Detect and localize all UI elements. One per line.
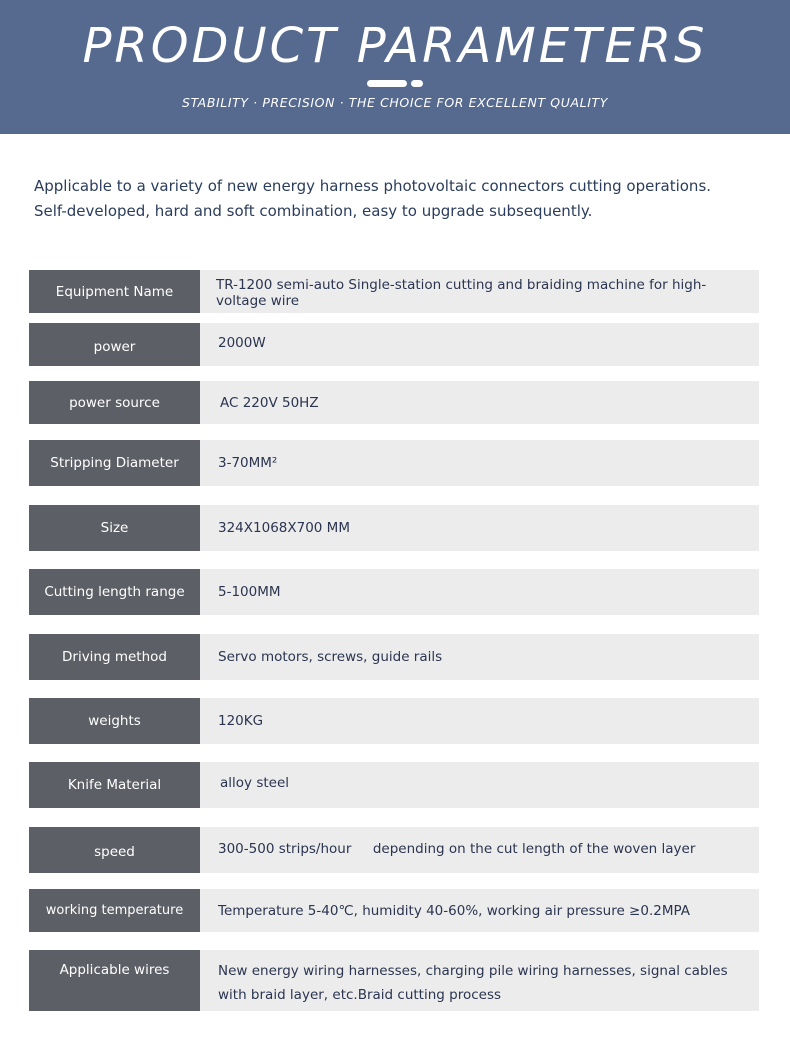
header-banner — [0, 0, 790, 134]
param-label: Applicable wires — [29, 950, 200, 1011]
param-label: Driving method — [29, 634, 200, 680]
param-row-cutting-length-range — [29, 569, 759, 615]
param-value: 120KG — [200, 698, 759, 744]
param-value: AC 220V 50HZ — [200, 381, 759, 424]
intro-line-1: Applicable to a variety of new energy harness photovoltaic connectors cutting operations. — [34, 177, 712, 195]
param-row-stripping-diameter — [29, 440, 759, 486]
param-label: Equipment Name — [29, 270, 200, 313]
param-value: 324X1068X700 MM — [200, 505, 759, 551]
param-row-power-source — [29, 381, 759, 424]
title-divider-short — [411, 80, 423, 87]
param-label: Knife Material — [29, 762, 200, 808]
param-row-knife-material — [29, 762, 759, 808]
param-label: Cutting length range — [29, 569, 200, 615]
param-label: Size — [29, 505, 200, 551]
param-label: working temperature — [29, 889, 200, 932]
title-divider-long — [367, 80, 407, 87]
page-title: PRODUCT PARAMETERS — [82, 18, 708, 74]
param-row-weights — [29, 698, 759, 744]
param-label: Stripping Diameter — [29, 440, 200, 486]
param-value: 3-70MM² — [200, 440, 759, 486]
page-subtitle: STABILITY · PRECISION · THE CHOICE FOR EXCELLENT QUALITY — [182, 95, 608, 110]
param-value: 2000W — [200, 323, 759, 366]
param-row-speed — [29, 827, 759, 873]
param-value: alloy steel — [200, 762, 759, 808]
param-label: power source — [29, 381, 200, 424]
param-label: power — [29, 323, 200, 366]
param-value: New energy wiring harnesses, charging pile wiring harnesses, signal cables with braid layer, etc.Braid cutting process — [200, 950, 759, 1011]
param-row-applicable-wires — [29, 950, 759, 1011]
intro-line-2: Self-developed, hard and soft combination, easy to upgrade subsequently. — [34, 202, 593, 220]
param-row-power — [29, 323, 759, 366]
param-label: speed — [29, 827, 200, 873]
param-row-working-temperature — [29, 889, 759, 932]
param-label: weights — [29, 698, 200, 744]
param-value: TR-1200 semi-auto Single-station cutting and braiding machine for high-voltage wire — [200, 270, 759, 313]
param-value: Servo motors, screws, guide rails — [200, 634, 759, 680]
param-value: Temperature 5-40℃, humidity 40-60%, working air pressure ≥0.2MPA — [200, 889, 759, 932]
param-row-equipment-name — [29, 270, 759, 313]
intro-text — [34, 174, 774, 224]
param-row-driving-method — [29, 634, 759, 680]
param-value: 300-500 strips/hour depending on the cut length of the woven layer — [200, 827, 759, 873]
param-value: 5-100MM — [200, 569, 759, 615]
param-row-size — [29, 505, 759, 551]
